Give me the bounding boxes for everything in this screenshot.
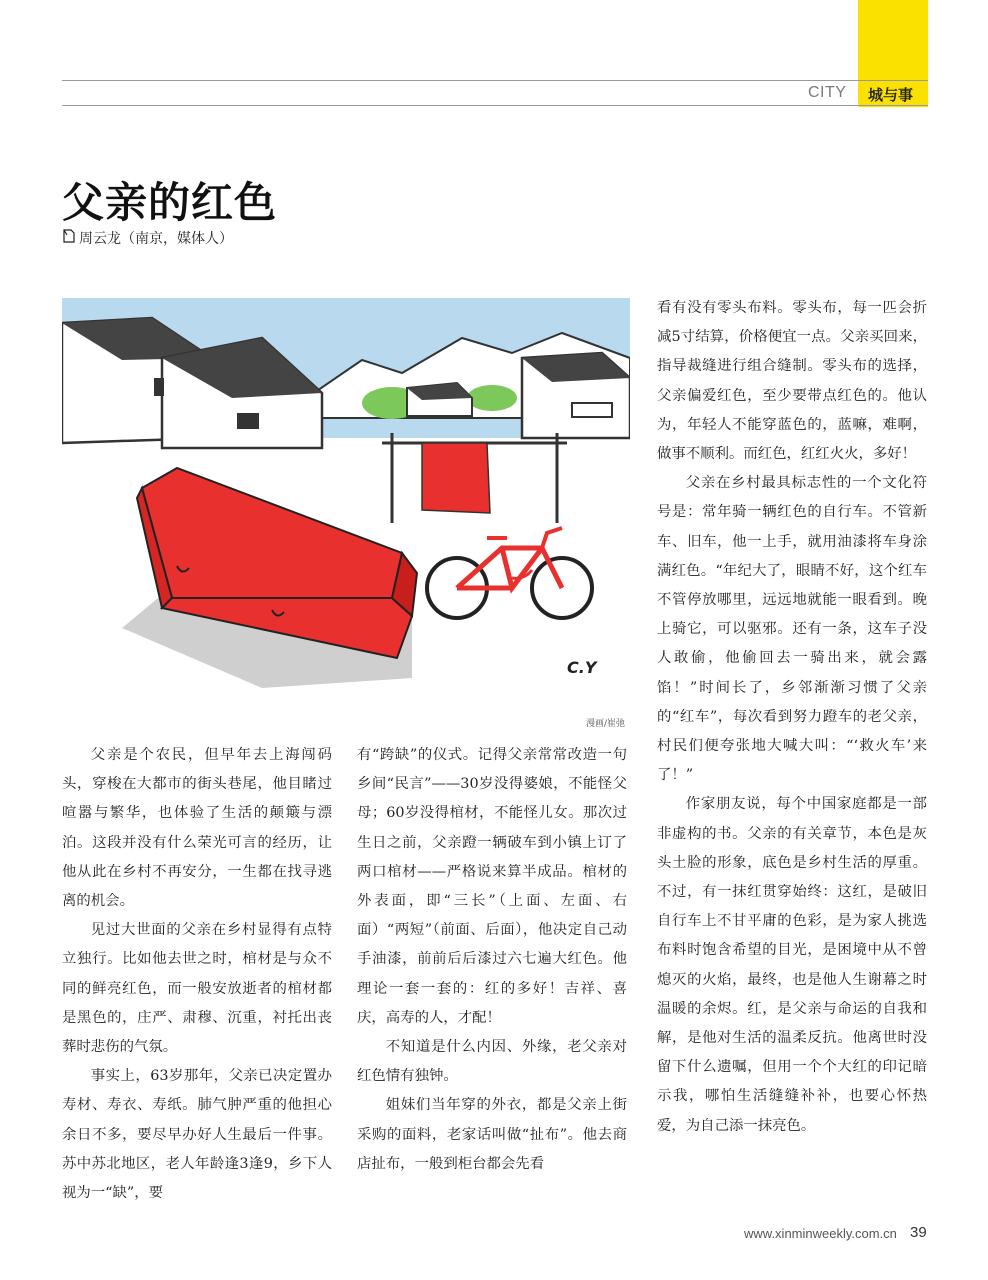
pen-icon bbox=[62, 229, 75, 247]
header-rule-bottom bbox=[62, 105, 928, 106]
article-column-2 bbox=[357, 741, 627, 1179]
byline-text: 周云龙（南京，媒体人） bbox=[79, 231, 233, 247]
paragraph: 父亲在乡村最具标志性的一个文化符号是：常年骑一辆红色的自行车。不管新车、旧车，他一上手，就用油漆将车身涂满红色。“年纪大了，眼睛不好，这个红车不管停放哪里，远远地就能一眼看到。晚上骑它，可以驱邪。还有一条，这车子没人敢偷，他偷回去一骑出来，就会露馅！”时间长了，乡邻渐渐习惯了父亲的“红车”，每次看到努力蹬车的老父亲，村民们便夸张地大喊大叫：“‘救火车’来了！” bbox=[657, 475, 927, 784]
paragraph: 作家朋友说，每个中国家庭都是一部非虚构的书。父亲的有关章节，本色是灰头土脸的形象，底色是乡村生活的厚重。不过，有一抹红贯穿始终：这红，是破旧自行车上不甘平庸的色彩，是为家人挑选布料时饱含希望的目光，是困境中从不曾熄灭的火焰，最终，也是他人生谢幕之时温暖的余烬。红，是父亲与命运的自我和解，是他对生活的温柔反抗。他离世时没留下什么遗嘱，但用一个个大红的印记暗示我，哪怕生活缝缝补补，也要心怀热爱，为自己添一抹亮色。 bbox=[657, 796, 927, 1134]
paragraph: 有“跨缺”的仪式。记得父亲常常改造一句乡间“民言”——30岁没得婆娘，不能怪父母；60岁没得棺材，不能怪儿女。那次过生日之前，父亲蹬一辆破车到小镇上订了两口棺材——严格说来算半成品。棺材的外表面，即“三长”（上面、左面、右面）“两短”（前面、后面），他决定自己动手油漆，前前后后漆过六七遍大红色。他理论一套一套的：红的多好！吉祥、喜庆，高寿的人，才配！ bbox=[357, 747, 627, 1026]
header-city-label: CITY bbox=[808, 84, 847, 101]
paragraph: 见过大世面的父亲在乡村显得有点特立独行。比如他去世之时，棺材是与众不同的鲜亮红色，而一般安放逝者的棺材都是黑色的，庄严、肃穆、沉重，衬托出丧葬时悲伤的气氛。 bbox=[62, 922, 332, 1056]
article-title: 父亲的红色 bbox=[62, 178, 278, 227]
header-rule-top bbox=[62, 80, 928, 81]
paragraph: 看有没有零头布料。零头布，每一匹会折减5寸结算，价格便宜一点。父亲买回来，指导裁缝进行组合缝制。零头布的选择，父亲偏爱红色，至少要带点红色的。他认为，年轻人不能穿蓝色的，蓝嘛，难啊，做事不顺利。而红色，红红火火，多好！ bbox=[657, 300, 927, 463]
paragraph: 不知道是什么内因、外缘，老父亲对红色情有独钟。 bbox=[357, 1039, 627, 1085]
article-column-3 bbox=[657, 294, 927, 1141]
illustration-signature: C.Y bbox=[567, 658, 597, 677]
illustration-credit: 漫画/崔弛 bbox=[586, 719, 626, 729]
footer-url: www.xinminweekly.com.cn bbox=[744, 1226, 897, 1241]
byline bbox=[62, 228, 233, 248]
page-number: 39 bbox=[910, 1224, 927, 1241]
paragraph: 父亲是个农民，但早年去上海闯码头，穿梭在大都市的街头巷尾，他目睹过喧嚣与繁华，也体验了生活的颠簸与漂泊。这段并没有什么荣光可言的经历，让他从此在乡村不再安分，一生都在找寻逃离的机会。 bbox=[62, 747, 332, 910]
paragraph: 事实上，63岁那年，父亲已决定置办寿材、寿衣、寿纸。肺气肿严重的他担心余日不多，要尽早办好人生最后一件事。苏中苏北地区，老人年龄逢3逢9，乡下人视为一“缺”，要 bbox=[62, 1068, 332, 1202]
illustration bbox=[62, 298, 630, 706]
paragraph: 姐妹们当年穿的外衣，都是父亲上街采购的面料，老家话叫做“扯布”。他去商店扯布，一般到柜台都会先看 bbox=[357, 1097, 627, 1172]
header-section-label: 城与事 bbox=[868, 86, 914, 104]
article-column-1 bbox=[62, 741, 332, 1208]
